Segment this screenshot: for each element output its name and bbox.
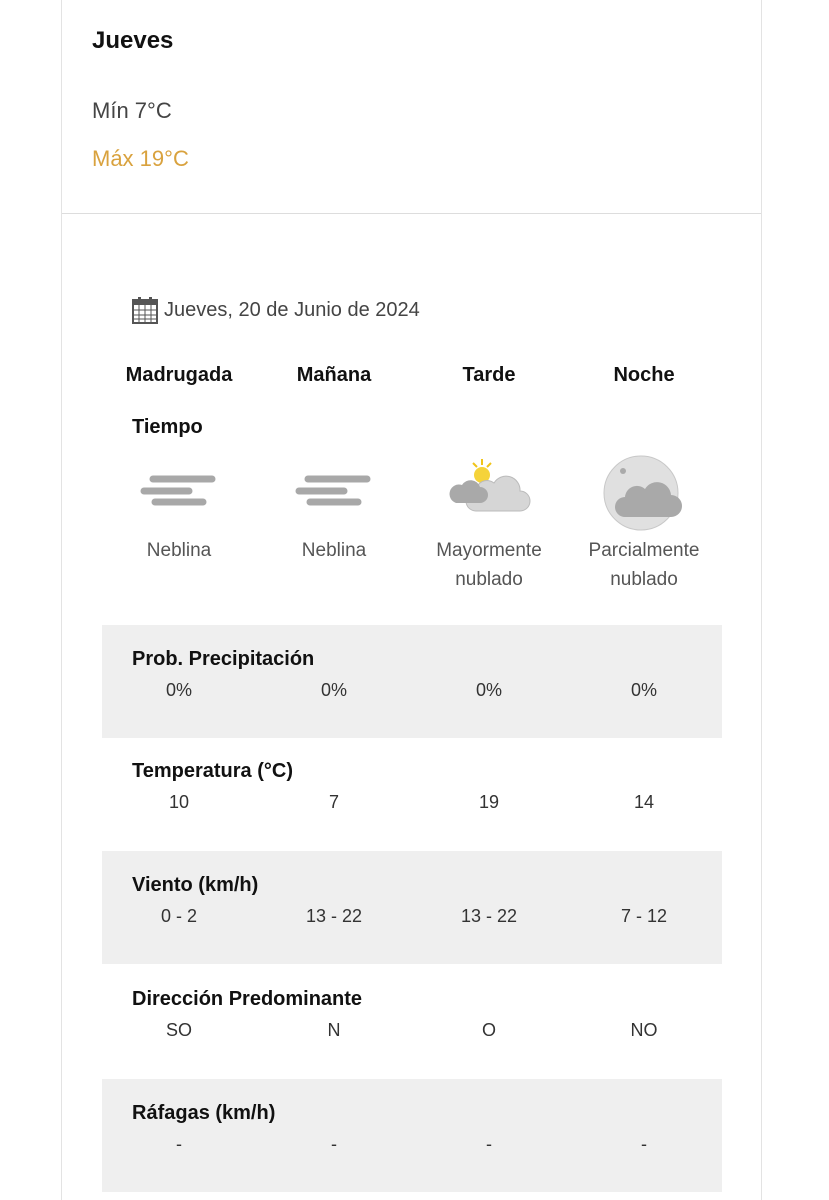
- weather-desc-line: Mayormente: [436, 540, 542, 561]
- data-row: [102, 625, 722, 738]
- weather-desc-line: nublado: [610, 569, 678, 590]
- weather-desc-line: Parcialmente: [588, 540, 700, 561]
- row-label: Prob. Precipitación: [132, 648, 315, 670]
- forecast-card: [61, 0, 762, 1200]
- row-value: 0%: [320, 680, 347, 700]
- row-value: O: [481, 1020, 496, 1040]
- row-value: NO: [630, 1020, 658, 1040]
- data-row: [102, 1079, 722, 1192]
- day-title: Jueves: [92, 27, 174, 54]
- date-line: [132, 296, 420, 324]
- row-label: Viento (km/h): [132, 874, 259, 896]
- mostly-cloudy-day-icon: [446, 455, 532, 519]
- max-temp: Máx 19°C: [92, 146, 189, 171]
- weather-desc-line: Neblina: [301, 540, 367, 561]
- weather-desc: [104, 536, 254, 565]
- row-value: -: [641, 1134, 647, 1154]
- row-value: -: [486, 1134, 492, 1154]
- fog-icon: [139, 455, 219, 515]
- calendar-icon: [132, 296, 158, 324]
- row-value: 0 - 2: [160, 906, 198, 926]
- partly-cloudy-night-icon: [601, 455, 687, 531]
- row-value: 0%: [630, 680, 657, 700]
- period-noche: Noche: [613, 364, 675, 386]
- row-label: Ráfagas (km/h): [132, 1102, 276, 1124]
- row-value: 10: [168, 792, 190, 812]
- weather-desc-line: Neblina: [146, 540, 212, 561]
- period-madrugada: Madrugada: [125, 364, 233, 386]
- row-value: 7 - 12: [620, 906, 668, 926]
- period-manana: Mañana: [296, 364, 372, 386]
- data-row: [102, 851, 722, 964]
- row-value: 0%: [475, 680, 502, 700]
- fog-icon: [294, 455, 374, 515]
- row-label: Dirección Predominante: [132, 988, 363, 1010]
- weather-desc-line: nublado: [455, 569, 523, 590]
- row-value: N: [327, 1020, 341, 1040]
- row-value: -: [331, 1134, 337, 1154]
- weather-label: Tiempo: [132, 416, 203, 438]
- weather-desc: [259, 536, 409, 565]
- row-value: 0%: [165, 680, 192, 700]
- row-value: 13 - 22: [460, 906, 518, 926]
- row-value: 19: [478, 792, 500, 812]
- data-row: [102, 737, 722, 850]
- data-row: [102, 965, 722, 1078]
- row-value: -: [176, 1134, 182, 1154]
- row-label: Temperatura (°C): [132, 760, 293, 782]
- date-text: Jueves, 20 de Junio de 2024: [164, 298, 420, 321]
- row-value: 14: [633, 792, 655, 812]
- day-summary: [62, 0, 761, 214]
- weather-desc: [414, 536, 564, 594]
- row-value: SO: [165, 1020, 192, 1040]
- period-tarde: Tarde: [462, 364, 516, 386]
- row-value: 7: [328, 792, 339, 812]
- row-value: 13 - 22: [305, 906, 363, 926]
- min-temp: Mín 7°C: [92, 98, 172, 123]
- weather-desc: [569, 536, 719, 594]
